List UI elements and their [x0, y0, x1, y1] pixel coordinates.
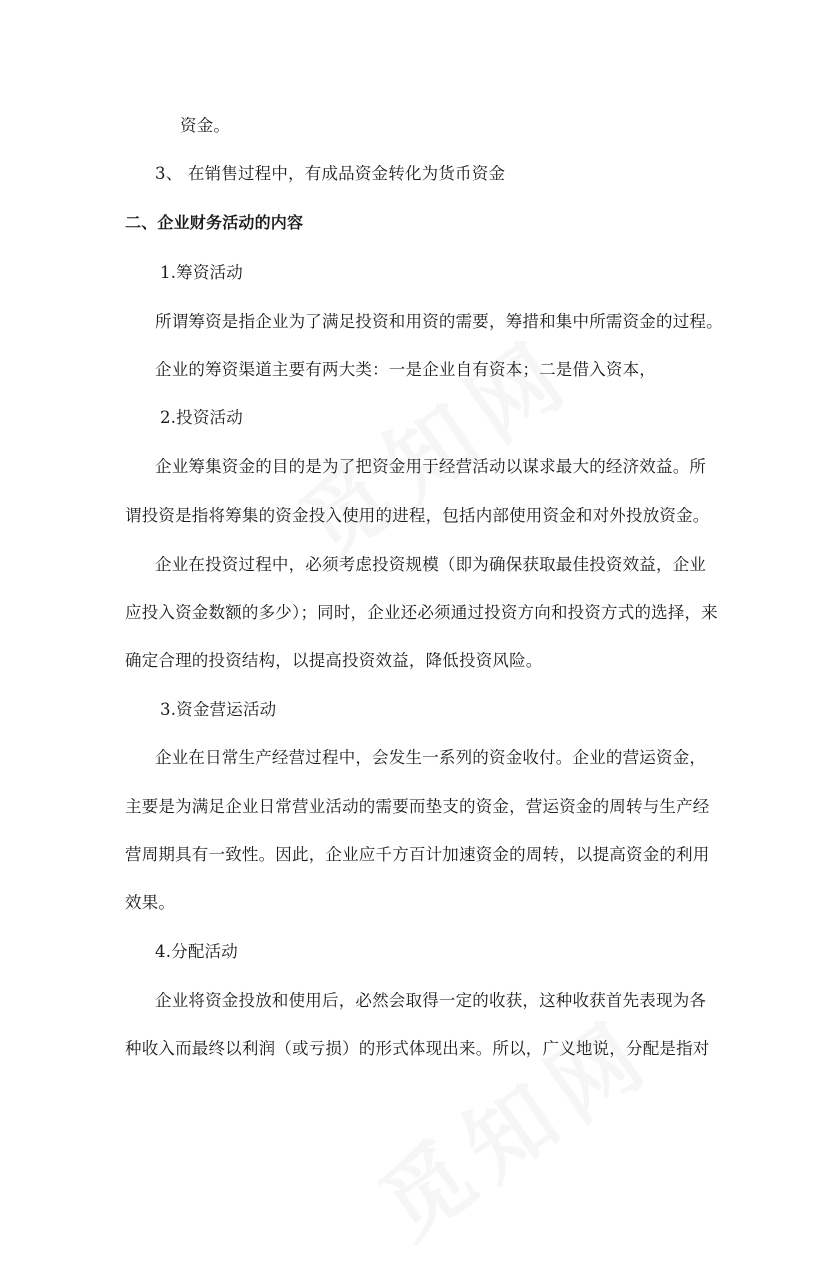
watermark: [352, 984, 675, 1262]
paragraph-line: 企业在投资过程中，必须考虑投资规模（即为确保获取最佳投资效益，企业: [155, 555, 707, 574]
paragraph-line: 效果。: [125, 893, 176, 912]
paragraph-line: 种收入而最终以利润（或亏损）的形式体现出来。所以，广义地说，分配是指对: [125, 1039, 710, 1058]
subsection-heading: 2.投资活动: [160, 408, 243, 427]
paragraph-line: 企业将资金投放和使用后，必然会取得一定的收获，这种收获首先表现为各: [155, 991, 707, 1010]
subsection-heading: 3.资金营运活动: [160, 700, 277, 719]
subsection-heading: 4.分配活动: [155, 942, 238, 961]
paragraph-line: 企业的筹资渠道主要有两大类：一是企业自有资本；二是借入资本，: [155, 360, 656, 379]
section-heading: 二、企业财务活动的内容: [125, 213, 304, 232]
paragraph-line: 主要是为满足企业日常营业活动的需要而垫支的资金，营运资金的周转与生产经: [125, 797, 710, 816]
paragraph-line: 所谓筹资是指企业为了满足投资和用资的需要，筹措和集中所需资金的过程。: [155, 312, 723, 331]
paragraph-line: 企业在日常生产经营过程中，会发生一系列的资金收付。企业的营运资金，: [155, 748, 707, 767]
paragraph-line: 应投入资金数额的多少）；同时，企业还必须通过投资方向和投资方式的选择，来: [125, 603, 718, 622]
list-item-line: 3、 在销售过程中，有成品资金转化为货币资金: [155, 164, 506, 183]
paragraph-line: 确定合理的投资结构，以提高投资效益，降低投资风险。: [125, 651, 543, 670]
paragraph-line: 谓投资是指将筹集的资金投入使用的进程，包括内部使用资金和对外投放资金。: [125, 506, 710, 525]
paragraph-line: 营周期具有一致性。因此，企业应千方百计加速资金的周转，以提高资金的利用: [125, 845, 710, 864]
subsection-heading: 1.筹资活动: [160, 263, 243, 282]
paragraph-line: 企业筹集资金的目的是为了把资金用于经营活动以谋求最大的经济效益。所: [155, 457, 707, 476]
paragraph-line: 资金。: [180, 116, 231, 135]
watermark: [272, 304, 595, 583]
